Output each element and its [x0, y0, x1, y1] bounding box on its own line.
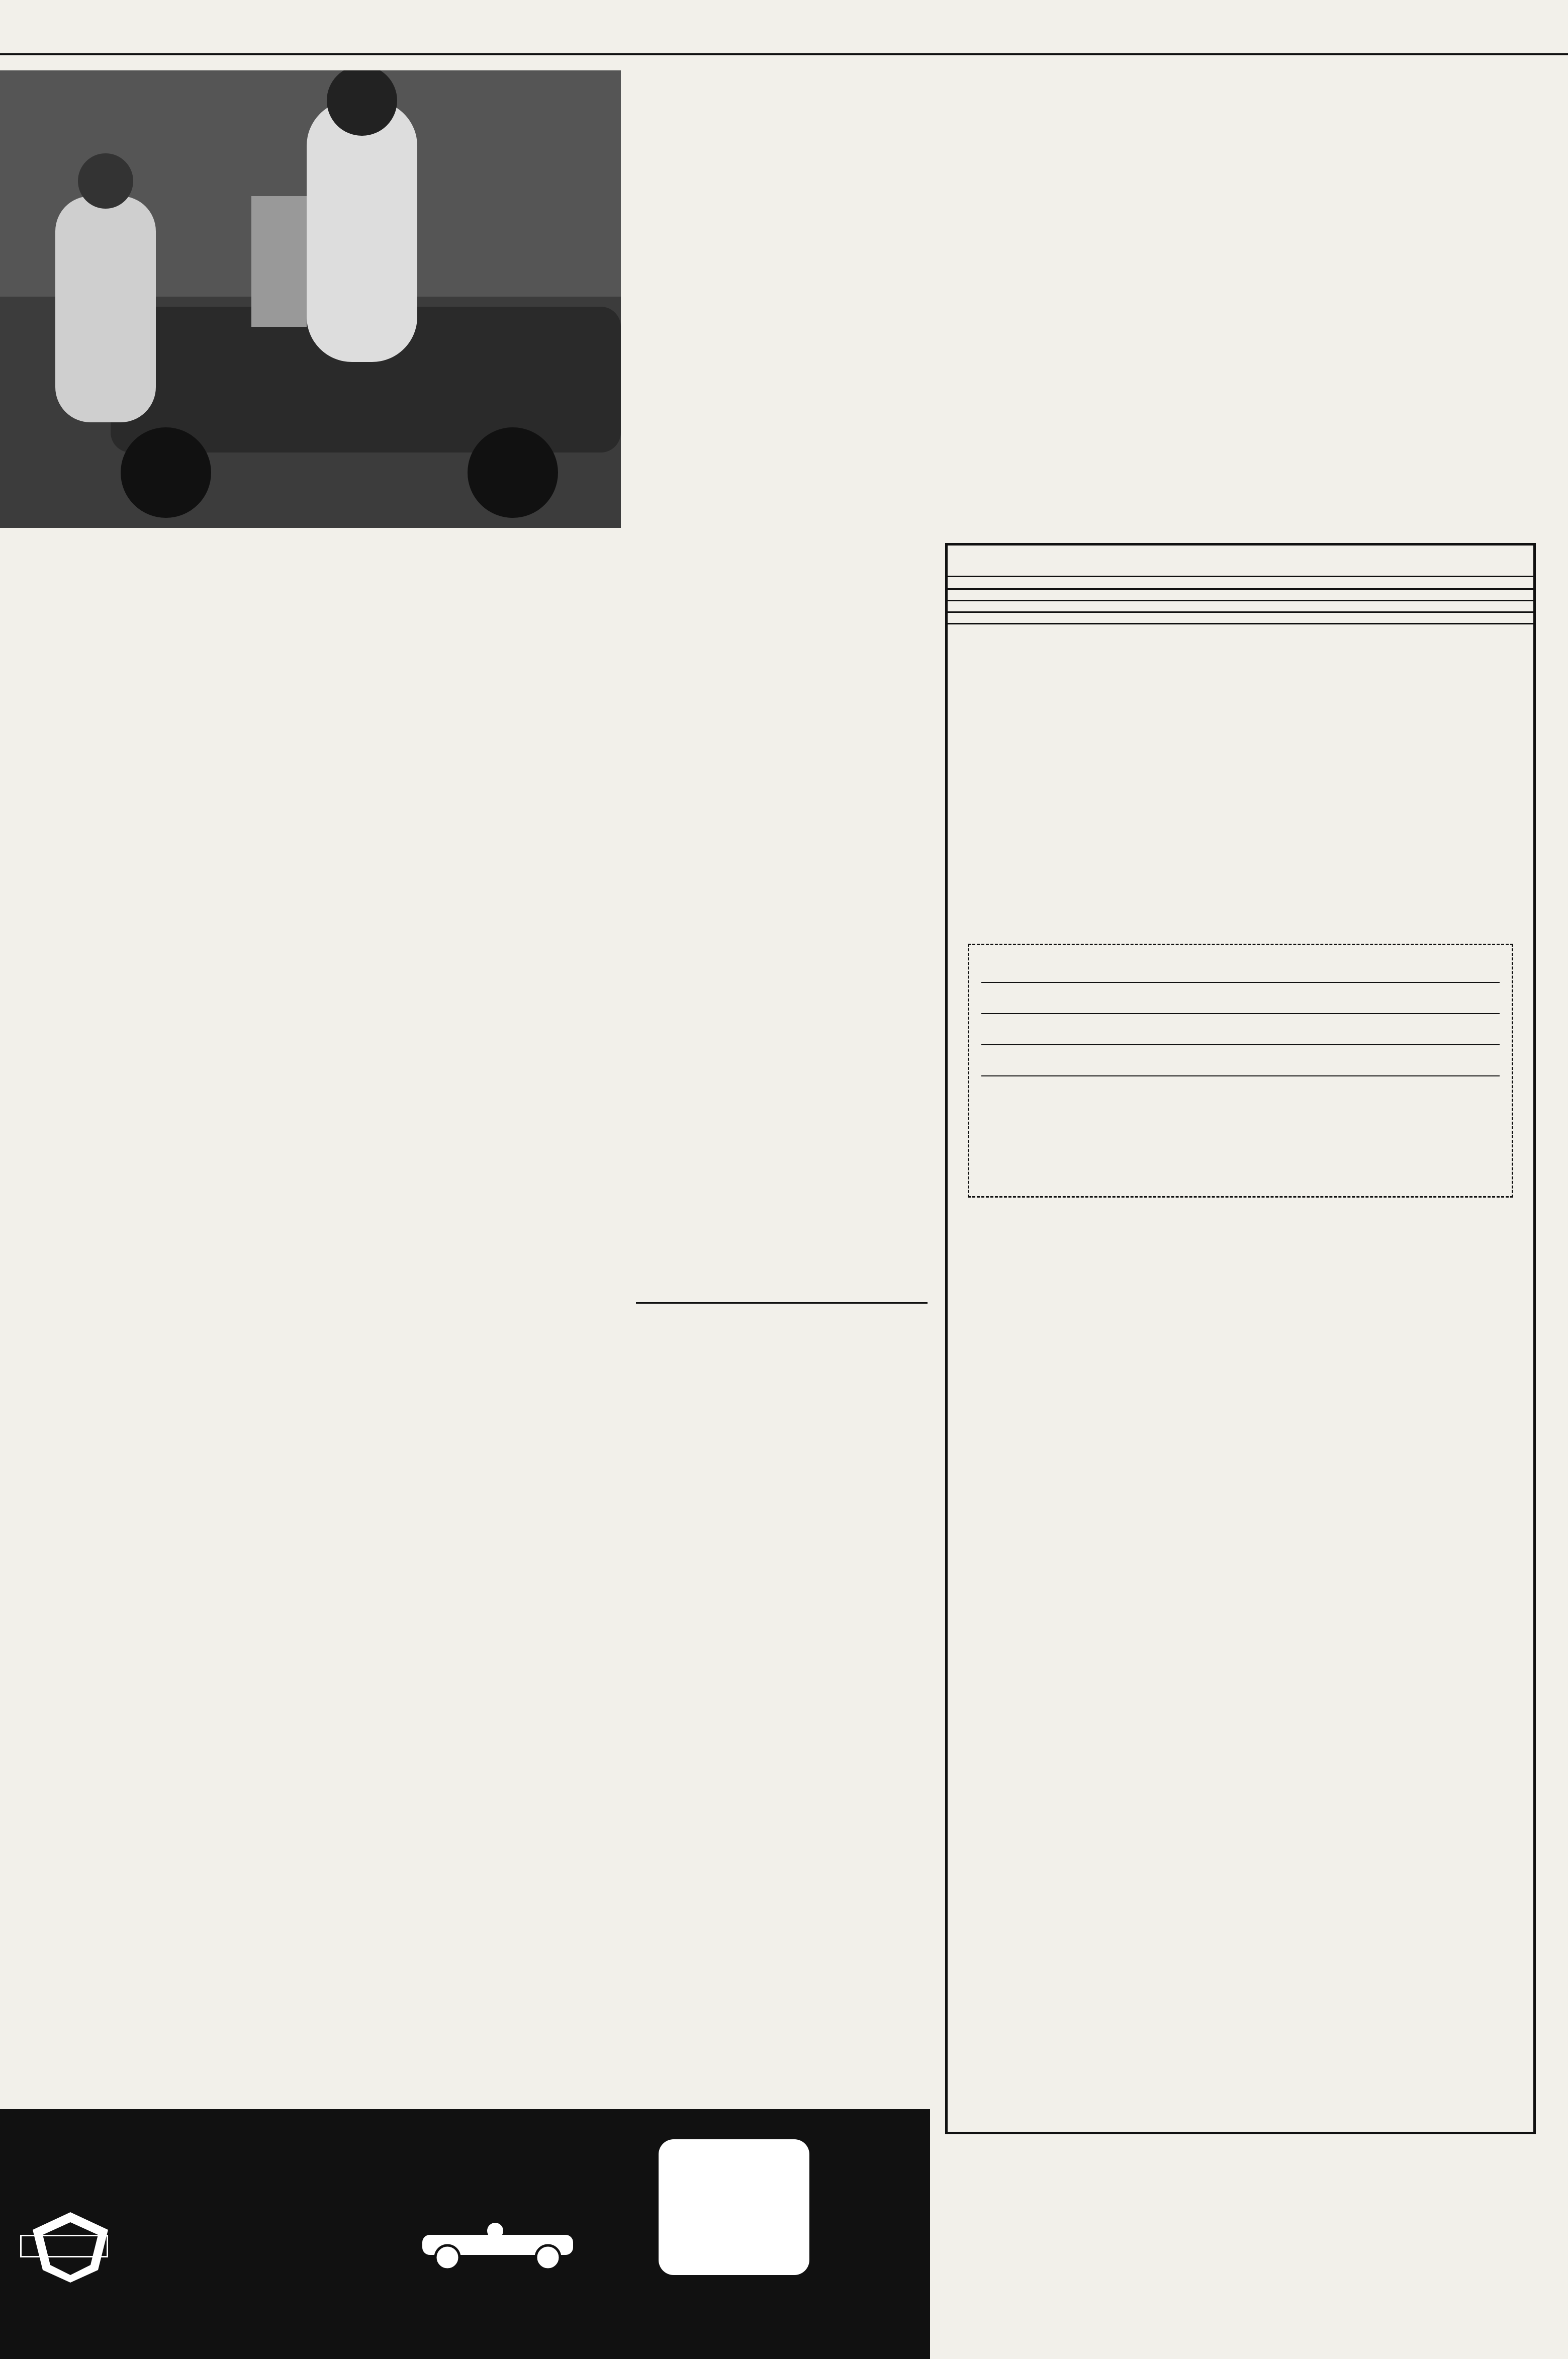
photo-caption [0, 553, 621, 558]
owner-name-field[interactable] [981, 1060, 1500, 1076]
mosier-body [636, 172, 928, 1123]
ad-divider [948, 623, 1533, 624]
ad-divider [948, 600, 1533, 601]
payoff-table [948, 642, 1533, 924]
address-field[interactable] [981, 998, 1500, 1014]
agajanian-race-ad [0, 2109, 930, 2288]
binon-column-2 [317, 940, 621, 2097]
race-date-badge [659, 2139, 809, 2275]
binon-column-1 [0, 940, 307, 2097]
ad-divider [948, 576, 1533, 577]
race-car-drawing [402, 2210, 593, 2270]
column-divider [636, 1302, 928, 1304]
page-header [0, 0, 1568, 55]
other-results [636, 1149, 928, 1297]
morgan-column-2 [1239, 116, 1536, 528]
car-make-field[interactable] [981, 1029, 1500, 1045]
sanctioned-badge [20, 2235, 108, 2257]
northland-100-ad [945, 543, 1536, 2134]
photo-scene-image [0, 70, 621, 528]
summary-results [636, 1423, 928, 2097]
ad-divider [948, 611, 1533, 613]
agajanian-ad-bottom [0, 2288, 930, 2359]
morgan-column-1 [938, 116, 1232, 528]
binon-lead [0, 825, 621, 830]
driver-name-field[interactable] [981, 967, 1500, 983]
winner-photo [0, 70, 621, 528]
entry-blank [968, 944, 1513, 1198]
ad-divider [948, 588, 1533, 590]
binon-continued [636, 1310, 928, 1400]
